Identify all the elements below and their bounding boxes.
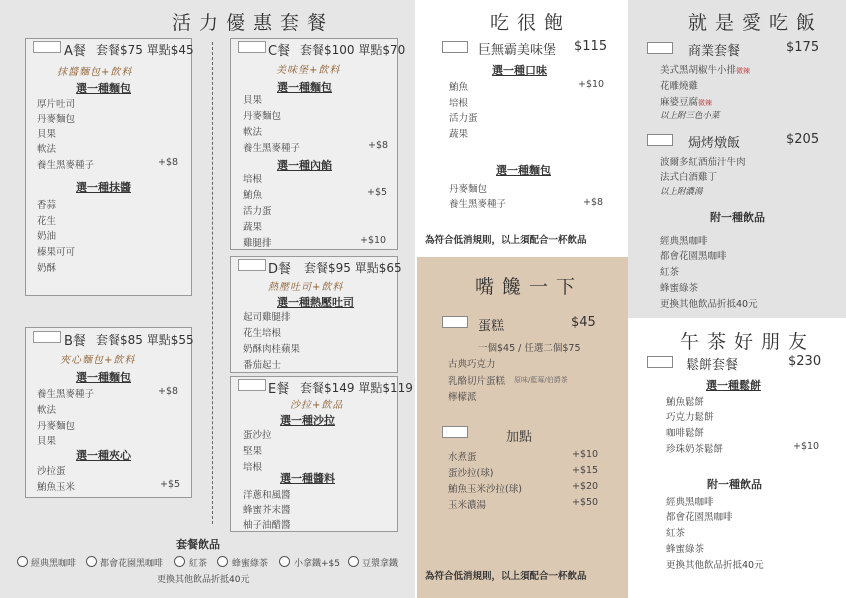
addon-name: 加點 [506, 430, 533, 445]
biz-price: $175 [786, 40, 820, 55]
list-item: 古典巧克力 [448, 359, 496, 370]
drink-option: 都會花園黑咖啡 [100, 559, 164, 569]
burger-section1: 選一種口味 [492, 64, 547, 77]
list-item: 蜂蜜芥末醬 [243, 505, 291, 516]
list-item: 榛果可可 [37, 247, 76, 258]
list-item-price: +$8 [368, 140, 389, 151]
drink-radio[interactable] [348, 556, 359, 567]
list-item: 紅茶 [666, 528, 686, 539]
burger-price: $115 [574, 39, 608, 54]
cake-price: $45 [571, 315, 596, 330]
list-item: 蜂蜜綠茶 [666, 544, 705, 555]
list-item-price: +$8 [158, 386, 179, 397]
list-item: 更換其他飲品折抵40元 [660, 299, 758, 310]
meal-b-section2: 選一種夾心 [76, 449, 131, 462]
waffle-price: $230 [788, 354, 822, 369]
stew-price: $205 [786, 132, 820, 147]
list-item-price: +$8 [583, 197, 604, 208]
list-item: 麻婆豆腐微辣 [660, 97, 713, 108]
list-item: 丹麥麵包 [243, 111, 282, 122]
stew-note: 以上附濃湯 [660, 187, 703, 197]
list-item: 咖啡鬆餅 [666, 428, 705, 439]
list-item: 都會花園黑咖啡 [666, 512, 733, 523]
list-item: 活力蛋 [449, 113, 478, 124]
list-item: 奶酥 [37, 263, 57, 274]
waffle-checkbox[interactable] [647, 356, 673, 368]
meal-a-subtitle: 抹醬麵包+飲料 [57, 67, 133, 78]
meal-c-checkbox[interactable] [238, 41, 266, 53]
list-item: 養生黑麥種子 [449, 199, 507, 210]
cake-name: 蛋糕 [478, 319, 505, 334]
list-item: 美式黑胡椒牛小排微辣 [660, 65, 751, 76]
meal-a-section2: 選一種抹醬 [76, 181, 131, 194]
stew-checkbox[interactable] [647, 134, 673, 146]
list-item: 雞腿排 [243, 238, 272, 249]
list-item: 鮪魚玉米 [37, 482, 76, 493]
meal-b-subtitle: 夾心麵包+飲料 [60, 355, 136, 366]
snack-title: 嘴饞一下 [475, 276, 584, 298]
list-item: 培根 [243, 174, 263, 185]
list-item: 鮪魚 [449, 82, 469, 93]
list-item: 法式白酒雞丁 [660, 172, 718, 183]
tea-title: 午茶好朋友 [680, 331, 816, 353]
waffle-section: 選一種鬆餅 [706, 379, 761, 392]
meal-e-checkbox[interactable] [238, 379, 266, 391]
list-item-price: +$5 [367, 187, 388, 198]
burger-section2: 選一種麵包 [496, 164, 551, 177]
list-item-price: +$15 [572, 465, 599, 476]
list-item: 貝果 [243, 95, 263, 106]
list-item: 丹麥麵包 [37, 114, 76, 125]
meal-c-price: 套餐$100 單點$70 [300, 43, 406, 57]
drink-radio[interactable] [17, 556, 28, 567]
list-item-price: +$20 [572, 481, 599, 492]
cake-note: 一個$45 / 任選二個$75 [478, 343, 581, 354]
list-item-price: +$50 [572, 497, 599, 508]
list-item-price: +$5 [160, 479, 181, 490]
meal-d-checkbox[interactable] [238, 259, 266, 271]
list-item: 蔬果 [449, 129, 469, 140]
list-item: 花生培根 [243, 328, 282, 339]
list-item: 柚子油醋醬 [243, 520, 291, 531]
addon-checkbox[interactable] [442, 426, 468, 438]
list-item: 養生黑麥種子 [243, 143, 301, 154]
list-item: 培根 [449, 98, 469, 109]
list-item: 紅茶 [660, 267, 680, 278]
drink-option: 蜂蜜綠茶 [232, 559, 269, 569]
list-item: 養生黑麥種子 [37, 160, 95, 171]
meal-a-checkbox[interactable] [33, 41, 61, 53]
list-item: 花雕燒雞 [660, 81, 699, 92]
burger-name: 巨無霸美味堡 [478, 43, 557, 58]
meal-b-section1: 選一種麵包 [76, 371, 131, 384]
meal-e-section1: 選一種沙拉 [280, 414, 335, 427]
meal-a-section1: 選一種麵包 [76, 82, 131, 95]
list-item-price: +$8 [158, 157, 179, 168]
list-item: 軟法 [243, 127, 263, 138]
meal-a-price: 套餐$75 單點$45 [96, 43, 194, 57]
list-item-price: +$10 [572, 449, 599, 460]
list-item: 奶油 [37, 231, 57, 242]
cake-checkbox[interactable] [442, 316, 468, 328]
meal-c-section1: 選一種麵包 [277, 81, 332, 94]
drink-note: 更換其他飲品折抵40元 [157, 575, 250, 585]
list-item: 蔬果 [243, 222, 263, 233]
biz-name: 商業套餐 [688, 44, 741, 59]
drink-radio[interactable] [279, 556, 290, 567]
min-charge-note: 為符合低消規則，以上須配合一杯飲品 [425, 235, 587, 246]
list-item: 波爾多紅酒茄汁牛肉 [660, 157, 746, 168]
meal-d-section1: 選一種熱壓吐司 [277, 296, 354, 309]
list-item: 巧克力鬆餅 [666, 412, 714, 423]
meal-e-price: 套餐$149 單點$119 [300, 381, 413, 395]
drink-option: 小拿鐵+$5 [294, 559, 340, 569]
list-item: 蜂蜜綠茶 [660, 283, 699, 294]
biz-checkbox[interactable] [647, 42, 673, 54]
biz-note: 以上附三色小菜 [660, 111, 720, 121]
meal-b-name: B餐 [64, 334, 86, 349]
drink-radio[interactable] [217, 556, 228, 567]
list-item: 檸檬派 [448, 392, 477, 403]
cake-flavors: 原味/藍莓/伯爵茶 [514, 376, 568, 384]
list-item: 活力蛋 [243, 206, 272, 217]
list-item-price: +$10 [793, 441, 820, 452]
list-item: 堅果 [243, 446, 263, 457]
meal-d-subtitle: 熱壓吐司+飲料 [268, 282, 344, 293]
list-item: 軟法 [37, 144, 57, 155]
drink-option: 豆漿拿鐵 [362, 559, 399, 569]
list-item: 乳酪切片蛋糕 [448, 376, 506, 387]
filling-title: 吃很飽 [490, 12, 572, 34]
meal-e-subtitle: 沙拉+飲品 [290, 400, 344, 411]
list-item: 起司雞腿排 [243, 312, 291, 323]
meal-c-name: C餐 [268, 44, 291, 59]
list-item: 都會花園黑咖啡 [660, 251, 727, 262]
list-item: 培根 [243, 462, 263, 473]
list-item: 花生 [37, 216, 57, 227]
list-item: 水煮蛋 [448, 452, 477, 463]
list-item: 貝果 [37, 129, 57, 140]
list-item: 貝果 [37, 436, 57, 447]
list-item: 珍珠奶茶鬆餅 [666, 444, 724, 455]
list-item: 香蒜 [37, 200, 57, 211]
list-item: 番茄起士 [243, 360, 282, 371]
list-item: 奶酥肉桂蘋果 [243, 344, 301, 355]
list-item: 丹麥麵包 [37, 421, 76, 432]
burger-checkbox[interactable] [442, 41, 468, 53]
meal-c-subtitle: 美味堡+飲料 [276, 65, 341, 76]
list-item: 軟法 [37, 405, 57, 416]
list-item: 蛋沙拉 [243, 430, 272, 441]
combo-title: 活力優惠套餐 [172, 12, 335, 34]
list-item: 丹麥麵包 [449, 184, 488, 195]
meal-e-section2: 選一種醬料 [280, 472, 335, 485]
list-item-price: +$10 [360, 235, 387, 246]
min-charge-note: 為符合低消規則，以上須配合一杯飲品 [425, 571, 587, 582]
meal-d-price: 套餐$95 單點$65 [304, 261, 402, 275]
list-item: 更換其他飲品折抵40元 [666, 560, 764, 571]
list-item: 鮪魚 [243, 190, 263, 201]
list-item: 厚片吐司 [37, 99, 76, 110]
drink-option: 紅茶 [189, 559, 208, 569]
divider [212, 42, 213, 524]
list-item: 養生黑麥種子 [37, 389, 95, 400]
drink-radio[interactable] [86, 556, 97, 567]
list-item: 玉米濃湯 [448, 500, 487, 511]
waffle-name: 鬆餅套餐 [686, 358, 739, 373]
list-item: 鮪魚鬆餅 [666, 397, 705, 408]
rice-drinks-title: 附一種飲品 [710, 211, 765, 224]
list-item: 經典黑咖啡 [660, 236, 708, 247]
list-item: 沙拉蛋 [37, 466, 66, 477]
rice-title: 就是愛吃飯 [688, 12, 824, 34]
meal-e-name: E餐 [268, 382, 290, 397]
meal-b-checkbox[interactable] [33, 331, 61, 343]
list-item: 經典黑咖啡 [666, 497, 714, 508]
drink-radio[interactable] [174, 556, 185, 567]
meal-d-name: D餐 [268, 262, 292, 277]
list-item: 鮪魚玉米沙拉(球) [448, 484, 522, 495]
list-item: 蛋沙拉(球) [448, 468, 494, 479]
drink-option: 經典黑咖啡 [31, 559, 77, 569]
meal-c-section2: 選一種內餡 [277, 159, 332, 172]
list-item: 洋蔥和風醬 [243, 490, 291, 501]
list-item-price: +$10 [578, 79, 605, 90]
tea-drinks-title: 附一種飲品 [707, 478, 762, 491]
meal-b-price: 套餐$85 單點$55 [96, 333, 194, 347]
stew-name: 焗烤燉飯 [688, 136, 741, 151]
meal-a-name: A餐 [64, 44, 86, 59]
combo-drinks-title: 套餐飲品 [176, 538, 220, 551]
